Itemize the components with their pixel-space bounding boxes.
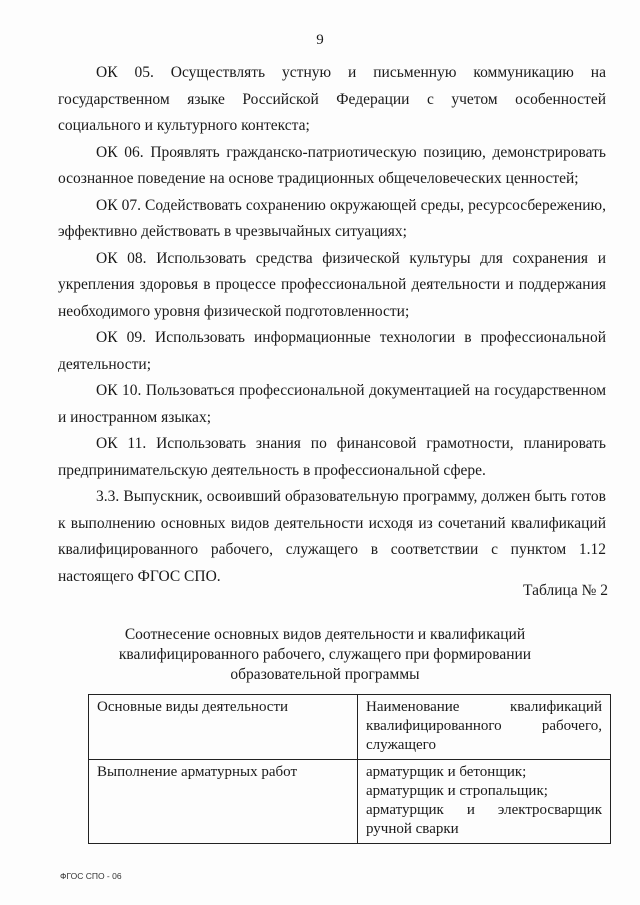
paragraph-ok07: ОК 07. Содействовать сохранению окружающей среды, ресурсосбережению, эффективно действовать в чрезвычайных ситуациях;	[58, 196, 606, 240]
table-row	[89, 760, 611, 844]
paragraph-ok10: ОК 10. Пользоваться профессиональной документацией на государственном и иностранном языках;	[58, 382, 606, 426]
paragraph-ok06: ОК 06. Проявлять гражданско-патриотическую позицию, демонстрировать осознанное поведение на основе традиционных общечеловеческих ценностей;	[58, 143, 606, 187]
paragraph-ok05: ОК 05. Осуществлять устную и письменную коммуникацию на государственном языке Российской Федерации с учетом особенностей социального и культурного контекста;	[58, 64, 606, 134]
table-cell-qualifications	[358, 760, 611, 844]
page-number: 9	[316, 32, 324, 48]
table-title: Соотнесение основных видов деятельности и квалификаций квалифицированного рабочего, служащего при формировании образовательной программы	[118, 626, 532, 683]
paragraph-ok08: ОК 08. Использовать средства физической культуры для сохранения и укрепления здоровья в процессе профессиональной деятельности и поддержания необходимого уровня физической подготовленности;	[58, 249, 606, 320]
table-header-row	[89, 695, 611, 760]
footer-stamp: ФГОС СПО - 06	[60, 871, 122, 881]
paragraph-ok09: ОК 09. Использовать информационные технологии в профессиональной деятельности;	[58, 329, 606, 373]
table-cell-activity: Выполнение арматурных работ	[89, 760, 358, 844]
qualification-item: арматурщик и электросварщик ручной сварки	[366, 802, 602, 837]
table-header-qualifications: Наименование квалификаций квалифицированного рабочего, служащего	[358, 695, 611, 760]
paragraph-3-3: 3.3. Выпускник, освоивший образовательную программу, должен быть готов к выполнению основных видов деятельности исходя из сочетаний квалификаций квалифицированного рабочего, служащего в соответствии с пунктом 1.12 настоящего ФГОС СПО.	[58, 488, 606, 585]
table-header-activity: Основные виды деятельности	[89, 695, 358, 760]
qualification-item: арматурщик и стропальщик;	[366, 783, 548, 799]
table-label: Таблица № 2	[523, 582, 608, 599]
body-text	[58, 60, 606, 590]
qualification-item: арматурщик и бетонщик;	[366, 764, 527, 780]
paragraph-ok11: ОК 11. Использовать знания по финансовой грамотности, планировать предпринимательскую деятельность в профессиональной сфере.	[58, 435, 606, 479]
activities-qualifications-table	[88, 694, 611, 844]
